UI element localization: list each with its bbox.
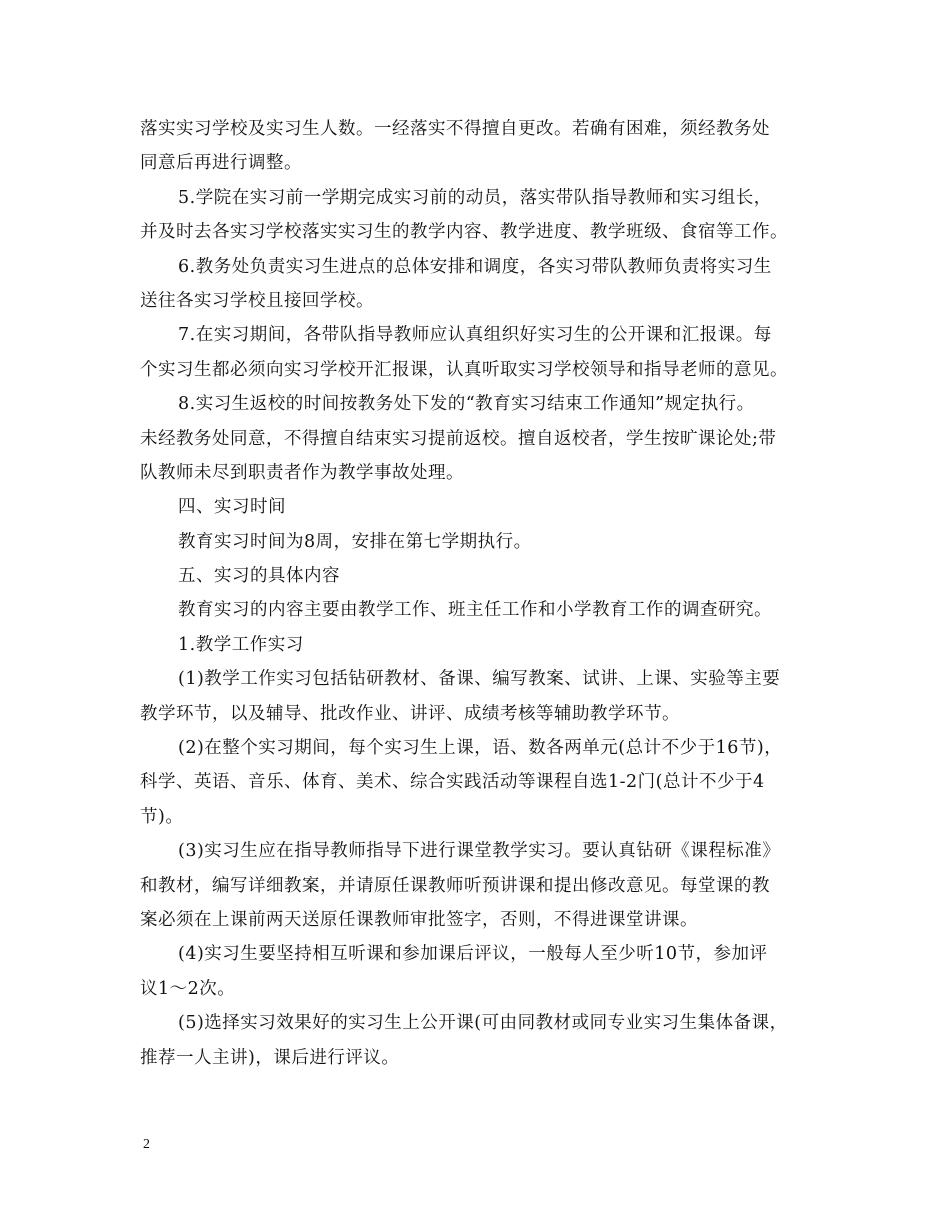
text-line: 同意后再进行调整。 — [140, 153, 302, 174]
text-line: 个实习生都必须向实习学校开汇报课，认真听取实习学校领导和指导老师的意见。 — [140, 359, 788, 380]
text-line: (4)实习生要坚持相互听课和参加课后评议，一般每人至少听10节，参加评 — [178, 944, 768, 965]
section-heading: 四、实习时间 — [178, 497, 286, 518]
text-line: (1)教学工作实习包括钻研教材、备课、编写教案、试讲、上课、实验等主要 — [178, 669, 781, 690]
text-line: 6.教务处负责实习生进点的总体安排和调度，各实习带队教师负责将实习生 — [178, 256, 772, 277]
text-line: (2)在整个实习期间，每个实习生上课，语、数各两单元(总计不少于16节)， — [178, 738, 783, 759]
text-line: 未经教务处同意，不得擅自结束实习提前返校。擅自返校者，学生按旷课论处;带 — [140, 428, 777, 449]
text-line: (3)实习生应在指导教师指导下进行课堂教学实习。要认真钻研《课程标准》 — [178, 841, 781, 862]
text-line: 教学环节，以及辅导、批改作业、讲评、成绩考核等辅助教学环节。 — [140, 703, 680, 724]
text-line: 送往各实习学校且接回学校。 — [140, 290, 374, 311]
text-line: 议1～2次。 — [140, 978, 236, 999]
text-line: 7.在实习期间，各带队指导教师应认真组织好实习生的公开课和汇报课。每 — [178, 325, 772, 346]
text-line: (5)选择实习效果好的实习生上公开课(可由同教材或同专业实习生集体备课， — [178, 1013, 788, 1034]
page-number: 2 — [143, 1137, 150, 1152]
text-line: 并及时去各实习学校落实实习生的教学内容、教学进度、教学班级、食宿等工作。 — [140, 222, 788, 243]
text-line: 落实实习学校及实习生人数。一经落实不得擅自更改。若确有困难，须经教务处 — [140, 119, 770, 139]
text-line: 案必须在上课前两天送原任课教师审批签字，否则，不得进课堂讲课。 — [140, 909, 698, 930]
text-line: 教育实习的内容主要由教学工作、班主任工作和小学教育工作的调查研究。 — [178, 600, 772, 621]
text-line: 节)。 — [140, 806, 184, 827]
text-line: 5.学院在实习前一学期完成实习前的动员，落实带队指导教师和实习组长， — [178, 187, 772, 208]
text-line: 和教材，编写详细教案，并请原任课教师听预讲课和提出修改意见。每堂课的教 — [140, 875, 770, 896]
text-line: 教育实习时间为8周，安排在第七学期执行。 — [178, 531, 532, 552]
section-heading: 五、实习的具体内容 — [178, 566, 340, 587]
document-body — [140, 112, 820, 1075]
text-line: 8.实习生返校的时间按教务处下发的“教育实习结束工作通知”规定执行。 — [178, 394, 755, 415]
subsection-heading: 1.教学工作实习 — [178, 634, 304, 655]
text-line: 推荐一人主讲)，课后进行评议。 — [140, 1047, 400, 1068]
text-line: 队教师未尽到职责者作为教学事故处理。 — [140, 462, 464, 483]
text-line: 科学、英语、音乐、体育、美术、综合实践活动等课程自选1-2门(总计不少于4 — [140, 772, 765, 793]
